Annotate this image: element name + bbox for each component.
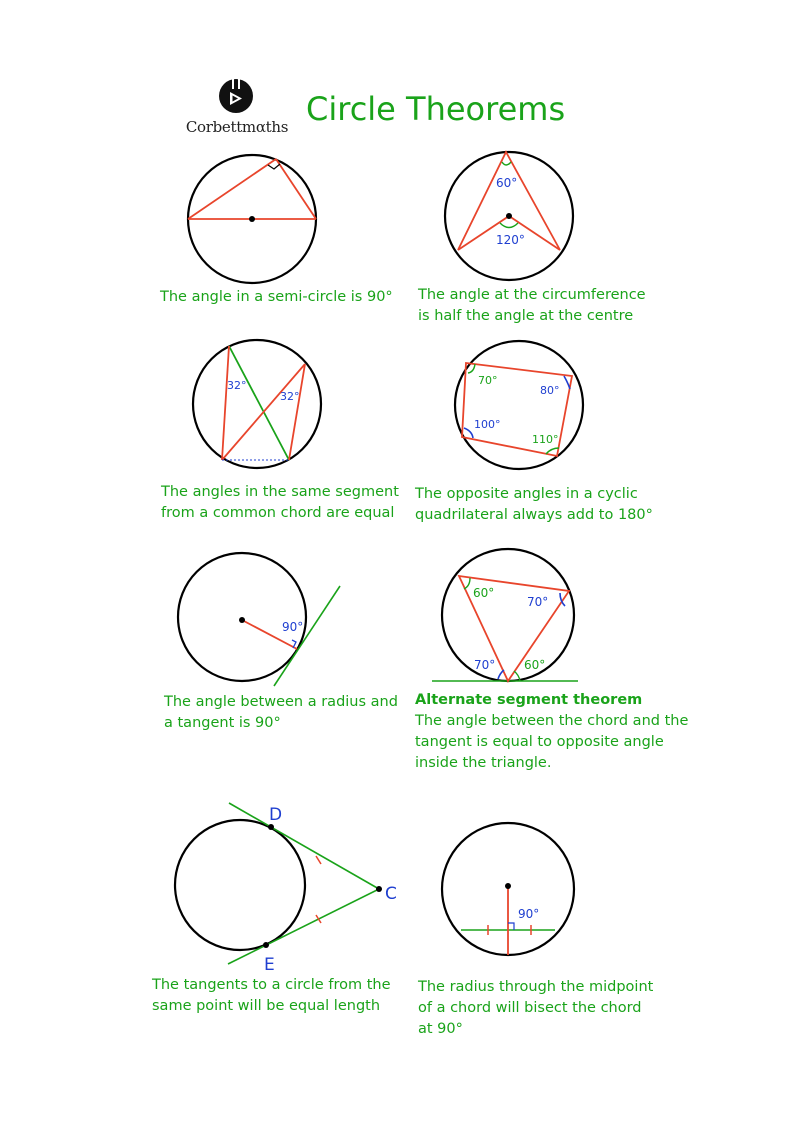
- caption-line: quadrilateral always add to 180°: [415, 507, 653, 523]
- caption-line: inside the triangle.: [415, 755, 552, 771]
- circle: [193, 340, 321, 468]
- page-title: Circle Theorems: [306, 90, 566, 128]
- centre-point: [506, 213, 512, 219]
- chord-bisect-caption: [418, 977, 653, 1040]
- angle-bl-arc: [464, 428, 473, 438]
- angle-bl-label: 100°: [474, 418, 501, 431]
- caption-line: at 90°: [418, 1021, 463, 1037]
- caption-line: The angles in the same segment: [161, 484, 399, 500]
- tick-upper: [316, 856, 321, 864]
- centre-point: [249, 216, 255, 222]
- angle-tl-label: 70°: [478, 374, 498, 387]
- semicircle-caption: [160, 287, 393, 308]
- alternate-segment-caption: [415, 690, 688, 774]
- alternate-segment-heading: Alternate segment theorem: [415, 692, 643, 708]
- tangent-radius-caption: [164, 692, 398, 734]
- angle-a-label: 32°: [227, 379, 247, 392]
- chord-green-a: [229, 346, 289, 460]
- caption-line: The opposite angles in a cyclic: [415, 486, 638, 502]
- tangent-radius-diagram: [178, 553, 340, 686]
- chord-bisect-diagram: [442, 823, 574, 955]
- angle-label: 90°: [518, 907, 540, 921]
- caption-line: The angle between the chord and the: [415, 713, 689, 729]
- tangent-lengths-caption: [152, 975, 391, 1017]
- circle: [442, 549, 574, 681]
- angle-bottom-left-arc: [498, 670, 504, 679]
- angle-bottom-left-label: 70°: [474, 658, 496, 672]
- semicircle-diagram: [188, 155, 316, 283]
- label-d: D: [269, 805, 283, 825]
- centre-angle-arc: [500, 223, 518, 228]
- point-c: [376, 886, 382, 892]
- angle-b-label: 32°: [280, 390, 300, 403]
- angle-label: 90°: [282, 620, 304, 634]
- right-angle-marker: [268, 164, 280, 169]
- same-segment-diagram: [193, 340, 321, 468]
- centre-caption: [418, 285, 646, 327]
- centre-point: [505, 883, 511, 889]
- tangent-line: [274, 586, 340, 686]
- caption-line: tangent is equal to opposite angle: [415, 734, 664, 750]
- circumference-angle-arc: [502, 162, 511, 165]
- circle: [175, 820, 305, 950]
- angle-br-label: 110°: [532, 433, 559, 446]
- caption-line: The angle in a semi-circle is 90°: [160, 289, 393, 305]
- cyclic-quadrilateral-diagram: [455, 341, 583, 469]
- angle-tr-label: 80°: [540, 384, 560, 397]
- angle-top-left-label: 60°: [473, 586, 495, 600]
- caption-line: is half the angle at the centre: [418, 308, 634, 324]
- caption-line: The tangents to a circle from the: [152, 977, 391, 993]
- angle-bottom-right-label: 60°: [524, 658, 546, 672]
- caption-line: The angle at the circumference: [418, 287, 646, 303]
- same-segment-caption: [161, 482, 399, 524]
- caption-line: The radius through the midpoint: [418, 979, 654, 995]
- circle: [455, 341, 583, 469]
- chord-right: [276, 159, 316, 219]
- angle-top-right-label: 70°: [527, 595, 549, 609]
- caption-line: from a common chord are equal: [161, 505, 395, 521]
- chord-red-a: [222, 346, 229, 460]
- caption-line: The angle between a radius and: [164, 694, 398, 710]
- alternate-segment-diagram: [432, 549, 578, 681]
- cyclic-quad-caption: [415, 484, 653, 526]
- label-c: C: [385, 884, 397, 904]
- point-e: [263, 942, 269, 948]
- chord-left: [188, 159, 276, 219]
- centre-point: [239, 617, 245, 623]
- caption-line: of a chord will bisect the chord: [418, 1000, 642, 1016]
- caption-line: a tangent is 90°: [164, 715, 281, 731]
- angle-tr-arc: [564, 376, 570, 389]
- circumference-angle-label: 60°: [496, 176, 518, 190]
- caption-line: same point will be equal length: [152, 998, 381, 1014]
- centre-angle-label: 120°: [496, 233, 525, 247]
- brand-name: Corbettmαths: [185, 118, 289, 136]
- tangent-lengths-diagram: [175, 803, 397, 975]
- centre-angle-diagram: [445, 152, 573, 280]
- label-e: E: [264, 955, 275, 975]
